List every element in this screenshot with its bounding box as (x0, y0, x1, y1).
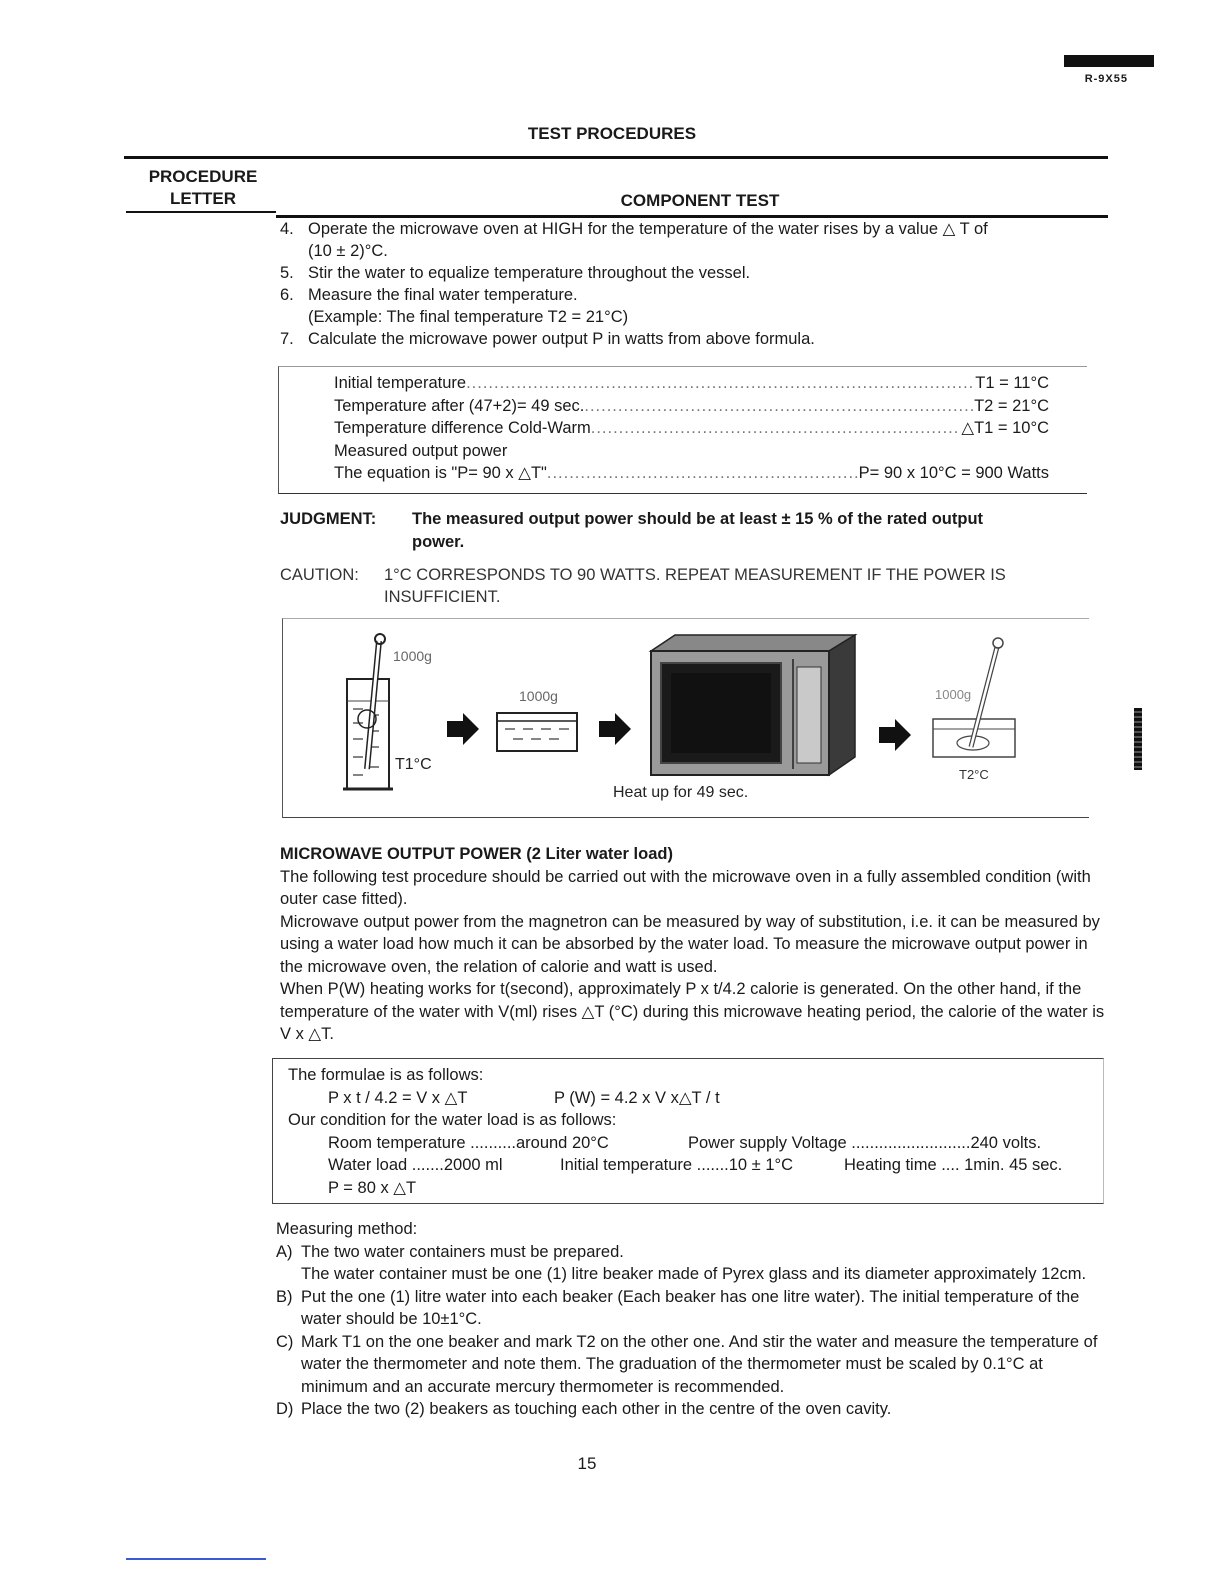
measuring-item-c: C) Mark T1 on the one beaker and mark T2 on the other one. And stir the water and measure the temperature of water the thermometer and note them. The graduation of the thermometer must be scaled by 0.1°C at minimum and an accurate mercury thermometer is recommended. (276, 1332, 1098, 1396)
mw-heading: MICROWAVE OUTPUT POWER (2 Liter water load) (280, 845, 673, 863)
calc-after: Temperature after (47+2)= 49 sec. ..... T2 = 21°C (334, 395, 1049, 418)
measuring-item-a-cont: The water container must be one (1) litre beaker made of Pyrex glass and its diameter approximately 12cm. (301, 1265, 1087, 1283)
step-4: 4. Operate the microwave oven at HIGH for the temperature of the water rises by a value △ T of (280, 220, 988, 238)
header-left-rule (126, 211, 276, 213)
beaker-1-temp: T1°C (395, 756, 432, 773)
heating-diagram-svg (283, 619, 1089, 817)
procedure-steps (280, 218, 1100, 350)
margin-scan-mark (1134, 708, 1142, 770)
procedure-header-line2: LETTER (169, 189, 237, 208)
judgment-line2: power. (412, 533, 465, 551)
page-title: TEST PROCEDURES (527, 124, 697, 143)
beaker-1-mass: 1000g (393, 648, 432, 664)
cond-water-load: Water load .......2000 ml (328, 1156, 503, 1174)
step-4-cont: (10 ± 2)°C. (308, 242, 388, 260)
step-6-cont: (Example: The final temperature T2 = 21°C) (308, 308, 629, 326)
header-black-bar (1064, 55, 1154, 67)
formulae-intro: The formulae is as follows: (288, 1066, 484, 1084)
procedure-header-line1: PROCEDURE (148, 167, 258, 186)
procedure-letter-header (128, 166, 278, 210)
step-6: 6. Measure the final water temperature. (280, 286, 578, 304)
judgment (280, 508, 1080, 554)
caution-label: CAUTION: (280, 566, 359, 584)
calc-equation: The equation is "P= 90 x △T" ..... P= 90 x 10°C = 900 Watts (334, 462, 1049, 485)
component-test-header: COMPONENT TEST (620, 191, 780, 210)
measuring-method (276, 1218, 1106, 1421)
microwave-output-section (280, 843, 1110, 1046)
mw-para-2: Microwave output power from the magnetron can be measured by way of substitution, i.e. it can be measured by using a water load how much it can be absorbed by the water load. To measure the microwave output power in the microwave oven, the relation of calorie and watt is used. (280, 912, 1100, 976)
header-top-rule (124, 156, 1108, 159)
beaker-2-mass: 1000g (519, 688, 558, 704)
beaker-3-mass: 1000g (935, 687, 972, 702)
calc-difference: Temperature difference Cold-Warm ..... △T1 = 10°C (334, 417, 1049, 440)
arrow-right-icon (447, 713, 479, 745)
caution (280, 564, 1100, 608)
microwave-oven-icon (651, 635, 855, 775)
cond-initial-temp: Initial temperature .......10 ± 1°C (560, 1156, 794, 1174)
heating-diagram (282, 618, 1089, 818)
beaker-3-temp: T2°C (959, 767, 989, 782)
footer-blue-line (126, 1558, 266, 1560)
heat-caption: Heat up for 49 sec. (613, 784, 749, 801)
judgment-line1: The measured output power should be at least ± 15 % of the rated output (412, 510, 984, 528)
cond-p-formula: P = 80 x △T (328, 1178, 417, 1197)
arrow-right-icon (879, 719, 911, 751)
caution-line2: INSUFFICIENT. (384, 588, 501, 606)
measuring-title: Measuring method: (276, 1220, 418, 1238)
step-5: 5. Stir the water to equalize temperature throughout the vessel. (280, 264, 751, 282)
measuring-item-a: A) The two water containers must be prepared. (276, 1242, 624, 1261)
calc-measured: Measured output power (334, 441, 508, 460)
cond-heating-time: Heating time .... 1min. 45 sec. (844, 1156, 1063, 1174)
measuring-item-d: D) Place the two (2) beakers as touching each other in the centre of the oven cavity. (276, 1400, 892, 1418)
water-container-icon (497, 713, 577, 751)
model-number: R-9X55 (1084, 73, 1128, 85)
thermometer-2-icon (971, 638, 1003, 747)
judgment-label: JUDGMENT: (280, 510, 377, 528)
caution-line1: 1°C CORRESPONDS TO 90 WATTS. REPEAT MEASUREMENT IF THE POWER IS (384, 566, 1006, 584)
calculation-lines (334, 372, 1049, 485)
cond-room-temp: Room temperature ..........around 20°C (328, 1133, 609, 1152)
formula-2: P (W) = 4.2 x V x△T / t (554, 1088, 720, 1107)
formula-1: P x t / 4.2 = V x △T (328, 1088, 468, 1107)
cond-power-supply: Power supply Voltage ..........................240 volts. (688, 1133, 1042, 1152)
measuring-item-b: B) Put the one (1) litre water into each beaker (Each beaker has one litre water). The initial temperature of the water should be 10±1°C. (276, 1287, 1080, 1328)
formulae-condition: Our condition for the water load is as follows: (288, 1111, 617, 1129)
mw-para-3: When P(W) heating works for t(second), approximately P x t/4.2 calorie is generated. On the other hand, if the temperature of the water with V(ml) rises △T (°C) during this microwave heating period, the calorie of the water is V x △T. (280, 980, 1105, 1043)
mw-para-1: The following test procedure should be carried out with the microwave oven in a fully assembled condition (with outer case fitted). (280, 867, 1091, 908)
arrow-right-icon (599, 713, 631, 745)
formulae-content (288, 1064, 1088, 1199)
calc-initial: Initial temperature ..... T1 = 11°C (334, 372, 1049, 395)
step-7: 7. Calculate the microwave power output P in watts from above formula. (280, 330, 815, 348)
page-number: 15 (577, 1454, 597, 1473)
